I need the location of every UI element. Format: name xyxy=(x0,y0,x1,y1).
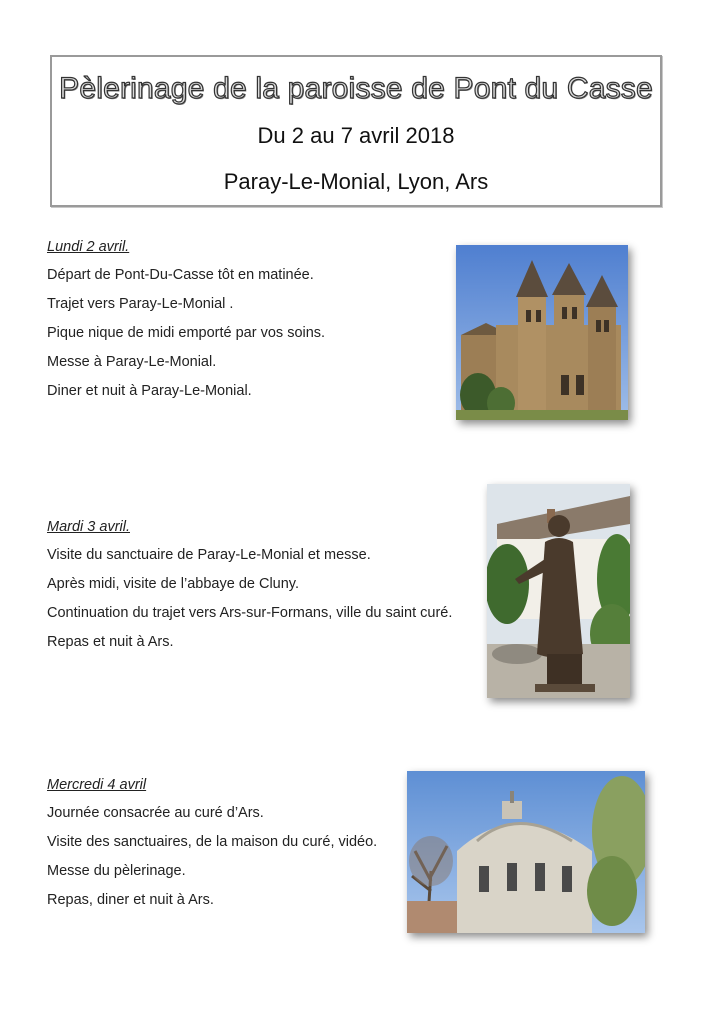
day-title: Mardi 3 avril. xyxy=(47,519,130,535)
itinerary-line: Trajet vers Paray-Le-Monial . xyxy=(47,296,234,312)
day-section-monday xyxy=(47,238,447,411)
itinerary-line: Repas, diner et nuit à Ars. xyxy=(47,892,214,908)
itinerary-line: Départ de Pont-Du-Casse tôt en matinée. xyxy=(47,267,314,283)
itinerary-line: Repas et nuit à Ars. xyxy=(47,634,174,650)
itinerary-line: Messe à Paray-Le-Monial. xyxy=(47,354,217,370)
itinerary-line: Après midi, visite de l’abbaye de Cluny. xyxy=(47,576,299,592)
day-title: Lundi 2 avril. xyxy=(47,239,130,255)
day-title: Mercredi 4 avril xyxy=(47,777,147,793)
itinerary-line: Visite des sanctuaires, de la maison du curé, vidéo. xyxy=(47,834,378,850)
itinerary-line: Continuation du trajet vers Ars-sur-Formans, ville du saint curé. xyxy=(47,605,453,621)
day-section-wednesday xyxy=(47,776,447,920)
header-box xyxy=(50,55,662,207)
itinerary-line: Visite du sanctuaire de Paray-Le-Monial et messe. xyxy=(47,547,371,563)
day-section-tuesday xyxy=(47,518,453,662)
page-title: Pèlerinage de la paroisse de Pont du Casse xyxy=(59,72,653,105)
statue-photo xyxy=(487,484,630,698)
ars-sanctuary-photo xyxy=(407,771,645,933)
basilica-photo xyxy=(456,245,628,420)
itinerary-line: Messe du pèlerinage. xyxy=(47,863,186,879)
pilgrimage-dates: Du 2 au 7 avril 2018 xyxy=(257,123,455,148)
itinerary-line: Pique nique de midi emporté par vos soins. xyxy=(47,325,326,341)
itinerary-line: Journée consacrée au curé d’Ars. xyxy=(47,805,264,821)
itinerary-line: Diner et nuit à Paray-Le-Monial. xyxy=(47,383,252,399)
pilgrimage-places: Paray-Le-Monial, Lyon, Ars xyxy=(223,169,489,194)
